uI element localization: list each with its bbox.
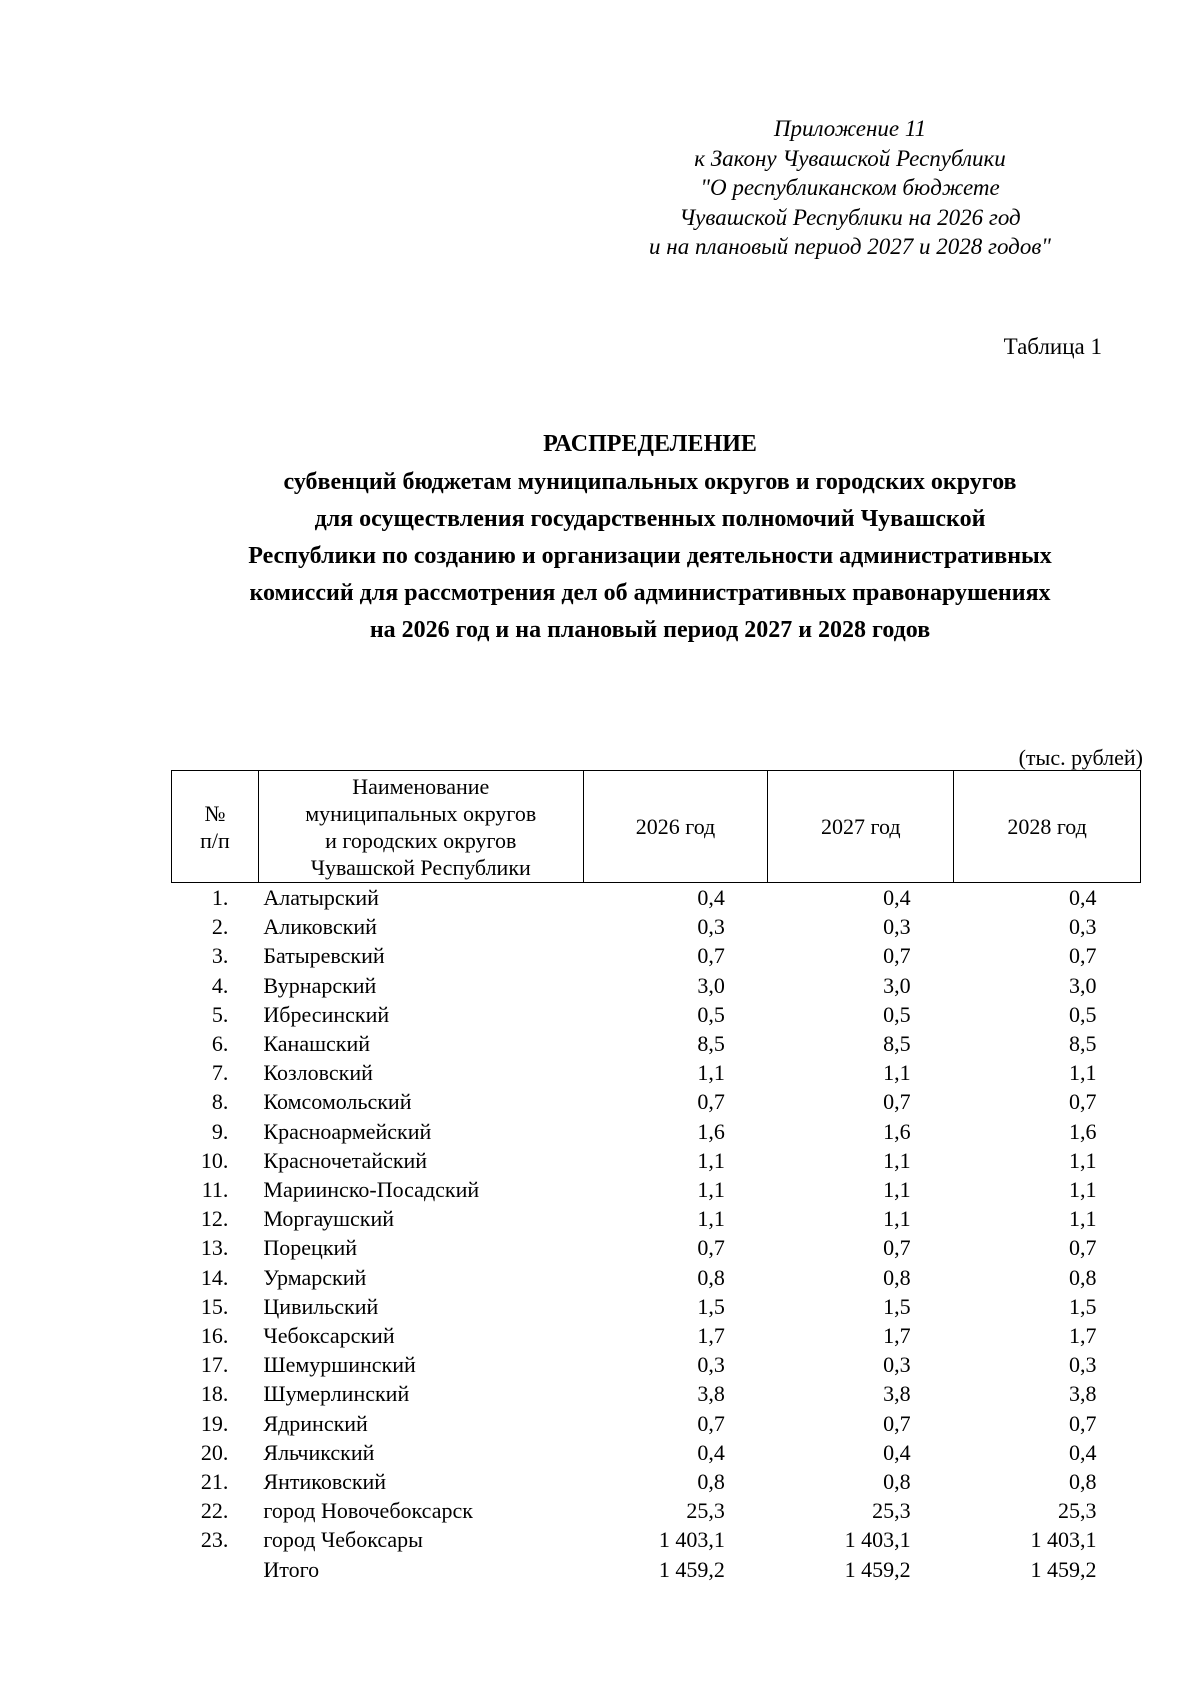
value-2028: 0,8 — [1069, 1264, 1097, 1290]
value-2027: 0,7 — [883, 1089, 911, 1115]
units-label: (тыс. рублей) — [1018, 745, 1143, 770]
row-name: город Новочебоксарск — [263, 1498, 473, 1524]
row-name: Ибресинский — [263, 1001, 390, 1027]
row-number: 23. — [200, 1527, 229, 1553]
table-body — [172, 883, 1141, 1584]
table-row — [172, 1233, 1141, 1262]
value-2026: 3,8 — [697, 1381, 725, 1407]
annex-line: "О республиканском бюджете — [700, 175, 1000, 200]
row-name: Порецкий — [263, 1235, 358, 1261]
value-2027: 8,5 — [883, 1031, 911, 1057]
header-2028: 2028 год — [954, 771, 1141, 883]
annex-line: Приложение 11 — [773, 116, 927, 141]
value-2027: 0,4 — [883, 1439, 911, 1465]
value-2027: 1,1 — [883, 1206, 911, 1232]
row-name: Ядринский — [263, 1410, 368, 1436]
value-2027: 1,6 — [883, 1118, 911, 1144]
row-number — [172, 1555, 259, 1584]
row-number: 9. — [211, 1118, 229, 1144]
row-name: Шумерлинский — [263, 1381, 410, 1407]
document-title: РАСПРЕДЕЛЕНИЕ — [543, 431, 757, 457]
header-number: № п/п — [172, 771, 259, 883]
row-number: 6. — [211, 1031, 229, 1057]
header-2027: 2027 год — [768, 771, 954, 883]
row-number: 18. — [200, 1381, 229, 1407]
value-2027: 3,0 — [883, 972, 911, 998]
row-number: 14. — [200, 1264, 229, 1290]
row-name: Урмарский — [263, 1264, 367, 1290]
table-row — [172, 1379, 1141, 1408]
value-2028: 0,8 — [1069, 1469, 1097, 1495]
row-number: 19. — [200, 1410, 229, 1436]
table-row — [172, 1117, 1141, 1146]
value-2027: 25,3 — [872, 1498, 911, 1524]
row-number: 16. — [200, 1323, 229, 1349]
table-row — [172, 1000, 1141, 1029]
table-row — [172, 1438, 1141, 1467]
value-2026: 1,6 — [697, 1118, 725, 1144]
row-number: 3. — [211, 943, 229, 969]
value-2026: 0,3 — [697, 1352, 725, 1378]
value-2028: 3,8 — [1069, 1381, 1097, 1407]
value-2027: 1 403,1 — [844, 1527, 911, 1553]
row-name: Красноармейский — [263, 1118, 432, 1144]
value-2026: 1 459,2 — [658, 1556, 725, 1582]
value-2026: 3,0 — [697, 972, 725, 998]
value-2026: 1,5 — [697, 1293, 725, 1319]
value-2027: 0,8 — [883, 1469, 911, 1495]
table-row — [172, 1525, 1141, 1554]
table-row — [172, 1350, 1141, 1379]
table-row — [172, 971, 1141, 1000]
value-2028: 1,1 — [1069, 1147, 1097, 1173]
header-2026: 2026 год — [583, 771, 768, 883]
value-2026: 1 403,1 — [658, 1527, 725, 1553]
row-name: Комсомольский — [263, 1089, 412, 1115]
value-2026: 1,1 — [697, 1147, 725, 1173]
row-number: 10. — [200, 1147, 229, 1173]
table-row — [172, 1292, 1141, 1321]
row-name: Янтиковский — [263, 1469, 387, 1495]
value-2028: 1 459,2 — [1030, 1556, 1097, 1582]
table-row — [172, 1321, 1141, 1350]
row-number: 5. — [211, 1001, 229, 1027]
table-row — [172, 1146, 1141, 1175]
value-2026: 8,5 — [697, 1031, 725, 1057]
row-name: Яльчикский — [263, 1439, 375, 1465]
value-2026: 0,7 — [697, 1089, 725, 1115]
value-2026: 0,4 — [697, 1439, 725, 1465]
table-row — [172, 941, 1141, 970]
value-2028: 1,1 — [1069, 1177, 1097, 1203]
value-2026: 0,8 — [697, 1469, 725, 1495]
row-number: 11. — [201, 1177, 229, 1203]
value-2026: 1,7 — [697, 1323, 725, 1349]
annex-header — [600, 114, 1100, 262]
table-row — [172, 1175, 1141, 1204]
row-number: 21. — [200, 1469, 229, 1495]
row-number: 1. — [211, 885, 229, 910]
table-header-row — [172, 771, 1141, 883]
value-2027: 0,5 — [883, 1001, 911, 1027]
annex-line: и на плановый период 2027 и 2028 годов" — [649, 234, 1051, 259]
value-2027: 0,4 — [883, 885, 911, 910]
value-2028: 1,7 — [1069, 1323, 1097, 1349]
value-2026: 0,8 — [697, 1264, 725, 1290]
table-row — [172, 1204, 1141, 1233]
table-row — [172, 883, 1141, 913]
value-2028: 0,7 — [1069, 943, 1097, 969]
table-row — [172, 1058, 1141, 1087]
value-2026: 25,3 — [686, 1498, 725, 1524]
document-subtitle — [150, 464, 1150, 649]
subtitle-line: на 2026 год и на плановый период 2027 и 2028 годов — [369, 617, 931, 643]
table-row — [172, 1467, 1141, 1496]
value-2026: 1,1 — [697, 1177, 725, 1203]
total-row — [172, 1555, 1141, 1584]
value-2027: 0,7 — [883, 943, 911, 969]
row-name: Красночетайский — [263, 1147, 428, 1173]
value-2026: 0,7 — [697, 1235, 725, 1261]
header-name: Наименование муниципальных округов и городских округов Чувашской Республики — [258, 771, 583, 883]
value-2027: 1,7 — [883, 1323, 911, 1349]
row-name: Мариинско-Посадский — [263, 1177, 480, 1203]
table-row — [172, 1496, 1141, 1525]
value-2027: 0,7 — [883, 1235, 911, 1261]
table-row — [172, 1263, 1141, 1292]
row-number: 13. — [200, 1235, 229, 1261]
value-2028: 0,5 — [1069, 1001, 1097, 1027]
value-2028: 0,4 — [1069, 1439, 1097, 1465]
value-2027: 0,3 — [883, 914, 911, 940]
row-number: 20. — [200, 1439, 229, 1465]
value-2026: 0,5 — [697, 1001, 725, 1027]
row-number: 8. — [211, 1089, 229, 1115]
subtitle-line: субвенций бюджетам муниципальных округов и городских округов — [283, 469, 1017, 495]
value-2028: 1 403,1 — [1030, 1527, 1097, 1553]
value-2028: 0,3 — [1069, 1352, 1097, 1378]
value-2027: 1,1 — [883, 1147, 911, 1173]
value-2028: 0,7 — [1069, 1410, 1097, 1436]
value-2028: 1,5 — [1069, 1293, 1097, 1319]
value-2027: 0,8 — [883, 1264, 911, 1290]
value-2028: 3,0 — [1069, 972, 1097, 998]
value-2027: 0,7 — [883, 1410, 911, 1436]
value-2028: 0,7 — [1069, 1089, 1097, 1115]
row-number: 2. — [211, 914, 229, 940]
row-name: Шемуршинский — [263, 1352, 416, 1378]
row-name: Вурнарский — [263, 972, 377, 998]
value-2027: 1,1 — [883, 1060, 911, 1086]
table-row — [172, 912, 1141, 941]
value-2026: 1,1 — [697, 1060, 725, 1086]
row-name: Алатырский — [263, 885, 379, 910]
row-name: Итого — [263, 1556, 320, 1582]
table-label: Таблица 1 — [1003, 334, 1102, 359]
value-2028: 0,3 — [1069, 914, 1097, 940]
table-row — [172, 1029, 1141, 1058]
subtitle-line: Республики по созданию и организации деятельности административных — [248, 543, 1052, 569]
annex-line: к Закону Чувашской Республики — [694, 145, 1006, 171]
row-number: 15. — [200, 1293, 229, 1319]
distribution-table — [171, 770, 1141, 1584]
row-name: Аликовский — [263, 914, 377, 940]
row-name: Чебоксарский — [263, 1323, 395, 1349]
row-number: 12. — [200, 1206, 229, 1232]
value-2026: 1,1 — [697, 1206, 725, 1232]
value-2028: 0,4 — [1069, 885, 1097, 910]
value-2027: 3,8 — [883, 1381, 911, 1407]
value-2027: 1,1 — [883, 1177, 911, 1203]
table-row — [172, 1087, 1141, 1116]
value-2026: 0,7 — [697, 943, 725, 969]
value-2027: 1 459,2 — [844, 1556, 911, 1582]
row-name: город Чебоксары — [263, 1527, 423, 1553]
value-2028: 25,3 — [1058, 1498, 1097, 1524]
table-row — [172, 1409, 1141, 1438]
value-2027: 1,5 — [883, 1293, 911, 1319]
row-number: 7. — [211, 1060, 229, 1086]
value-2028: 1,1 — [1069, 1060, 1097, 1086]
value-2028: 8,5 — [1069, 1031, 1097, 1057]
value-2026: 0,7 — [697, 1410, 725, 1436]
row-number: 4. — [211, 972, 229, 998]
value-2028: 1,1 — [1069, 1206, 1097, 1232]
row-number: 17. — [200, 1352, 229, 1378]
row-name: Козловский — [263, 1060, 373, 1086]
value-2028: 1,6 — [1069, 1118, 1097, 1144]
annex-line: Чувашской Республики на 2026 год — [679, 204, 1021, 230]
row-name: Цивильский — [263, 1293, 379, 1319]
row-name: Батыревский — [263, 943, 385, 969]
subtitle-line: комиссий для рассмотрения дел об административных правонарушениях — [249, 580, 1051, 606]
value-2028: 0,7 — [1069, 1235, 1097, 1261]
value-2026: 0,3 — [697, 914, 725, 940]
value-2026: 0,4 — [697, 885, 725, 910]
row-name: Моргаушский — [263, 1206, 395, 1232]
row-name: Канашский — [263, 1031, 371, 1057]
subtitle-line: для осуществления государственных полномочий Чувашской — [314, 506, 986, 532]
row-number: 22. — [200, 1498, 229, 1524]
value-2027: 0,3 — [883, 1352, 911, 1378]
